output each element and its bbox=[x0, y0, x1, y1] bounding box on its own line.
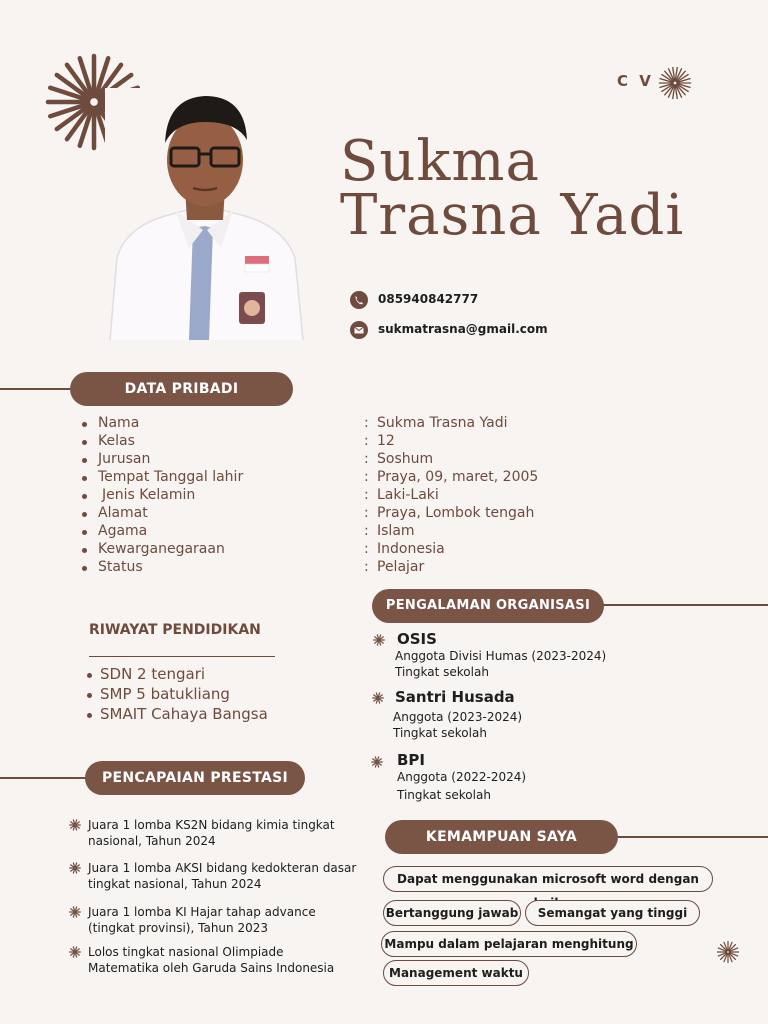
pribadi-separator: : bbox=[364, 487, 369, 503]
pribadi-label: Kewarganegaraan bbox=[98, 541, 225, 557]
organisasi-level: Tingkat sekolah bbox=[395, 665, 489, 679]
asterisk-bullet-icon bbox=[372, 692, 384, 704]
organisasi-role: Anggota Divisi Humas (2023-2024) bbox=[395, 649, 607, 663]
organisasi-name: OSIS bbox=[397, 630, 437, 648]
cv-label: C V bbox=[617, 72, 654, 90]
pribadi-label: Agama bbox=[98, 523, 148, 539]
pendidikan-item: SDN 2 tengari bbox=[100, 665, 206, 683]
pribadi-separator: : bbox=[364, 469, 369, 485]
pribadi-separator: : bbox=[364, 433, 369, 449]
pribadi-label: Jurusan bbox=[98, 451, 151, 467]
pribadi-label: Status bbox=[98, 559, 143, 575]
pribadi-label: Nama bbox=[98, 415, 140, 431]
organisasi-role: Anggota (2023-2024) bbox=[393, 710, 523, 724]
asterisk-bullet-icon bbox=[69, 862, 81, 874]
prestasi-item: Juara 1 lomba AKSI bidang kedokteran dasar tingkat nasional, Tahun 2024 bbox=[88, 861, 357, 891]
asterisk-bullet-icon bbox=[69, 946, 81, 958]
sunburst-icon bbox=[658, 66, 692, 100]
section-header-data-pribadi: DATA PRIBADI bbox=[70, 372, 293, 406]
section-header-prestasi: PENCAPAIAN PRESTASI bbox=[85, 761, 305, 795]
prestasi-item: Juara 1 lomba KI Hajar tahap advance (tingkat provinsi), Tahun 2023 bbox=[88, 905, 316, 935]
pribadi-value: Sukma Trasna Yadi bbox=[377, 415, 508, 431]
organisasi-level: Tingkat sekolah bbox=[397, 788, 491, 802]
pribadi-label: Jenis Kelamin bbox=[102, 487, 196, 503]
asterisk-bullet-icon bbox=[371, 756, 383, 768]
bullet-dot bbox=[82, 458, 87, 463]
skill-tag: Semangat yang tinggi bbox=[525, 900, 700, 926]
skill-tag: Mampu dalam pelajaran menghitung bbox=[381, 931, 637, 957]
skill-tag: Management waktu bbox=[383, 960, 529, 986]
pribadi-separator: : bbox=[364, 415, 369, 431]
pribadi-value: Praya, Lombok tengah bbox=[377, 505, 535, 521]
pribadi-label: Tempat Tanggal lahir bbox=[98, 469, 244, 485]
email-icon bbox=[350, 321, 368, 339]
bullet-dot bbox=[82, 494, 87, 499]
section-header-pendidikan: RIWAYAT PENDIDIKAN bbox=[89, 622, 261, 638]
organisasi-name: Santri Husada bbox=[395, 688, 515, 706]
pribadi-value: Praya, 09, maret, 2005 bbox=[377, 469, 539, 485]
skill-tag: Bertanggung jawab bbox=[383, 900, 521, 926]
pribadi-separator: : bbox=[364, 523, 369, 539]
pribadi-separator: : bbox=[364, 541, 369, 557]
first-name: Sukma bbox=[340, 129, 540, 194]
asterisk-bullet-icon bbox=[373, 634, 385, 646]
pribadi-value: Pelajar bbox=[377, 559, 425, 575]
bullet-dot bbox=[82, 512, 87, 517]
email-address: sukmatrasna@gmail.com bbox=[378, 322, 548, 336]
bullet-dot bbox=[82, 548, 87, 553]
bullet-dot bbox=[87, 713, 92, 718]
pribadi-value: Islam bbox=[377, 523, 415, 539]
asterisk-bullet-icon bbox=[69, 819, 81, 831]
pendidikan-item: SMAIT Cahaya Bangsa bbox=[100, 705, 268, 723]
organisasi-level: Tingkat sekolah bbox=[393, 726, 487, 740]
divider-line bbox=[89, 656, 275, 657]
bullet-dot bbox=[87, 673, 92, 678]
pendidikan-item: SMP 5 batukliang bbox=[100, 685, 230, 703]
skill-tag: Dapat menggunakan microsoft word dengan bbox=[383, 866, 713, 892]
section-header-kemampuan: KEMAMPUAN SAYA bbox=[385, 820, 618, 854]
organisasi-name: BPI bbox=[397, 751, 426, 769]
pribadi-value: 12 bbox=[377, 433, 395, 449]
divider-line bbox=[600, 836, 768, 838]
bullet-dot bbox=[82, 440, 87, 445]
asterisk-bullet-icon bbox=[69, 906, 81, 918]
pribadi-label: Kelas bbox=[98, 433, 135, 449]
prestasi-item: Juara 1 lomba KS2N bidang kimia tingkat nasional, Tahun 2024 bbox=[88, 818, 335, 848]
bullet-dot bbox=[82, 566, 87, 571]
section-header-organisasi: PENGALAMAN ORGANISASI bbox=[372, 589, 604, 623]
prestasi-item: Lolos tingkat nasional Olimpiade Matematika oleh Garuda Sains Indonesia bbox=[88, 945, 335, 975]
organisasi-role: Anggota (2022-2024) bbox=[397, 770, 527, 784]
pribadi-separator: : bbox=[364, 451, 369, 467]
phone-icon bbox=[350, 291, 368, 309]
bullet-dot bbox=[82, 422, 87, 427]
bullet-dot bbox=[87, 693, 92, 698]
bullet-dot bbox=[82, 530, 87, 535]
pribadi-value: Indonesia bbox=[377, 541, 445, 557]
last-name: Trasna Yadi bbox=[340, 183, 685, 248]
profile-photo bbox=[105, 88, 305, 340]
divider-line bbox=[590, 604, 768, 606]
pribadi-value: Soshum bbox=[377, 451, 434, 467]
sunburst-icon bbox=[716, 940, 740, 964]
pribadi-value: Laki-Laki bbox=[377, 487, 439, 503]
phone-number: 085940842777 bbox=[378, 292, 479, 306]
pribadi-separator: : bbox=[364, 505, 369, 521]
bullet-dot bbox=[82, 476, 87, 481]
pribadi-label: Alamat bbox=[98, 505, 148, 521]
pribadi-separator: : bbox=[364, 559, 369, 575]
